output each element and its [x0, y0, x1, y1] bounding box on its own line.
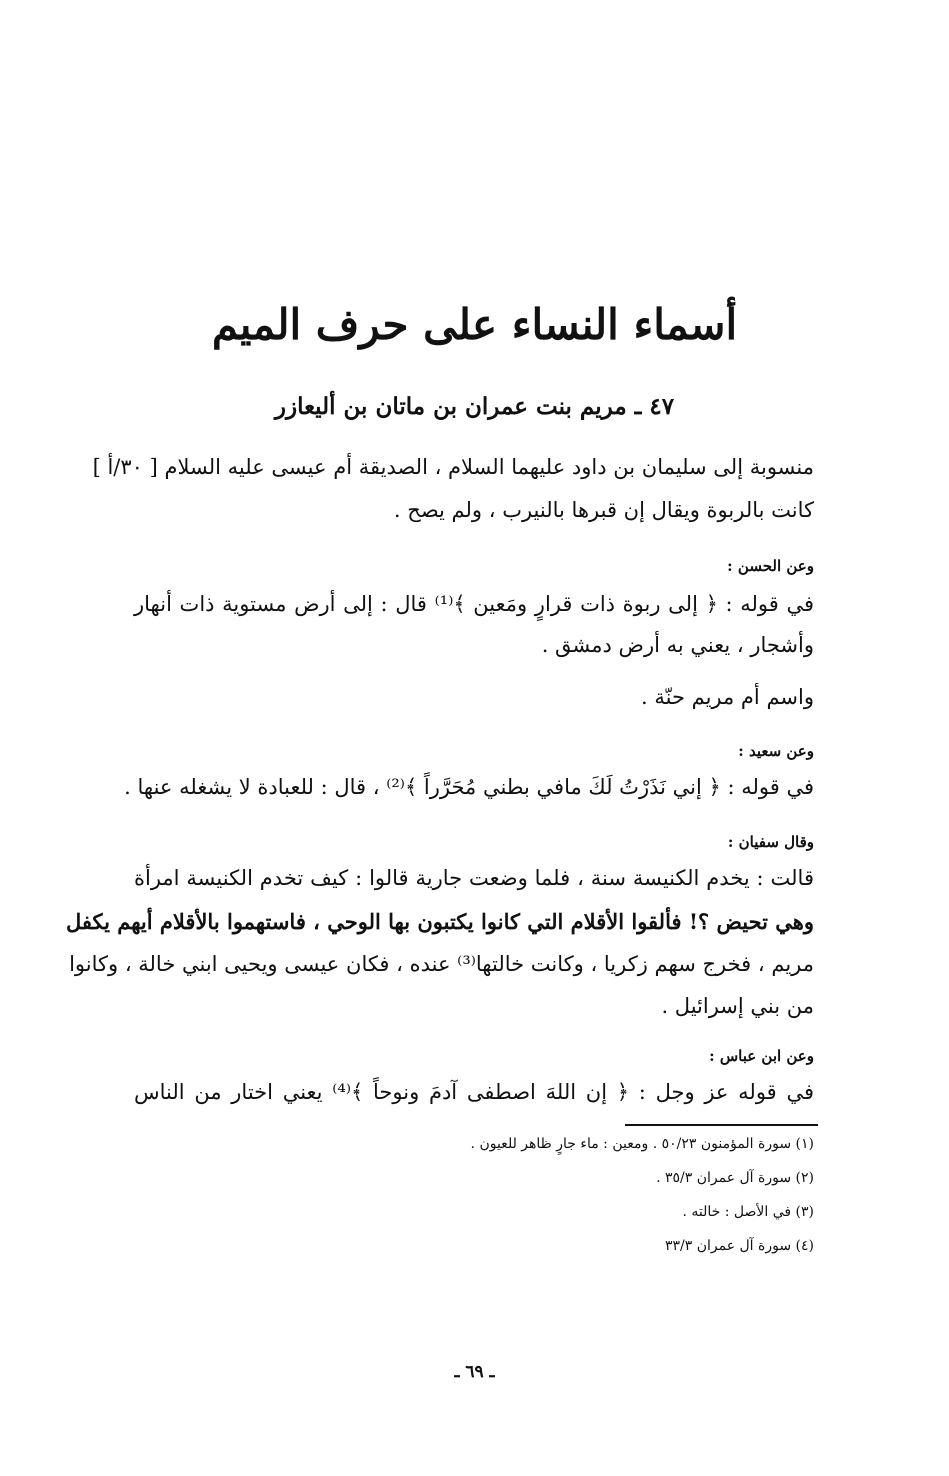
- sufyan-line-1: قالت : يخدم الكنيسة سنة ، فلما وضعت جارية قالوا : كيف تخدم الكنيسة امرأة: [134, 866, 814, 890]
- saeed-label: وعن سعيد :: [738, 742, 814, 760]
- hasan-label: وعن الحسن :: [727, 557, 814, 575]
- hasan-line-3: واسم أم مريم حنّة .: [641, 685, 814, 709]
- footnote-4: (٤) سورة آل عمران ٣٣/٣: [664, 1238, 814, 1254]
- ibn-abbas-line-1: في قوله عز وجل : ﴿ إن اللهَ اصطفى آدمَ ونوحاً ﴾⁽⁴⁾ يعني اختار من الناس: [134, 1080, 814, 1104]
- ibn-abbas-label: وعن ابن عباس :: [709, 1047, 814, 1065]
- hasan-line-1: في قوله : ﴿ إلى ربوة ذات قرارٍ ومَعين ﴾⁽¹⁾ قال : إلى أرض مستوية ذات أنهار: [134, 592, 814, 616]
- sufyan-line-4: من بني إسرائيل .: [661, 994, 814, 1018]
- saeed-line-1: في قوله : ﴿ إني نَذَرْتُ لَكَ مافي بطني مُحَرَّراً ﴾⁽²⁾ ، قال : للعبادة لا يشغله عنها .: [124, 775, 814, 799]
- footnote-2: (٢) سورة آل عمران ٣٥/٣ .: [656, 1170, 814, 1186]
- sufyan-line-3: مريم ، فخرج سهم زكريا ، وكانت خالتها⁽³⁾ عنده ، فكان عيسى ويحيى ابني خالة ، وكانوا: [69, 952, 814, 976]
- sufyan-line-2: وهي تحيض ؟! فألقوا الأقلام التي كانوا يكتبون بها الوحي ، فاستهموا بالأقلام أيهم يكفل: [65, 909, 814, 934]
- hasan-line-2: وأشجار ، يعني به أرض دمشق .: [541, 633, 814, 657]
- sufyan-label: وقال سفيان :: [727, 833, 814, 851]
- intro-line-1: منسوبة إلى سليمان بن داود عليهما السلام ، الصديقة أم عيسى عليه السلام [ ٣٠/أ ]: [92, 455, 814, 479]
- footnote-1: (١) سورة المؤمنون ٥٠/٢٣ . ومعين : ماء جارٍ ظاهر للعيون .: [470, 1136, 814, 1152]
- footnote-3: (٣) في الأصل : خالته .: [682, 1204, 814, 1220]
- chapter-title: أسماء النساء على حرف الميم: [211, 300, 738, 349]
- page-number: ـ ٦٩ ـ: [454, 1362, 495, 1382]
- footnote-separator: [625, 1124, 818, 1126]
- entry-heading: ٤٧ ـ مريم بنت عمران بن ماتان بن أليعازر: [274, 393, 675, 420]
- intro-line-2: كانت بالربوة ويقال إن قبرها بالنيرب ، ولم يصح .: [393, 498, 814, 522]
